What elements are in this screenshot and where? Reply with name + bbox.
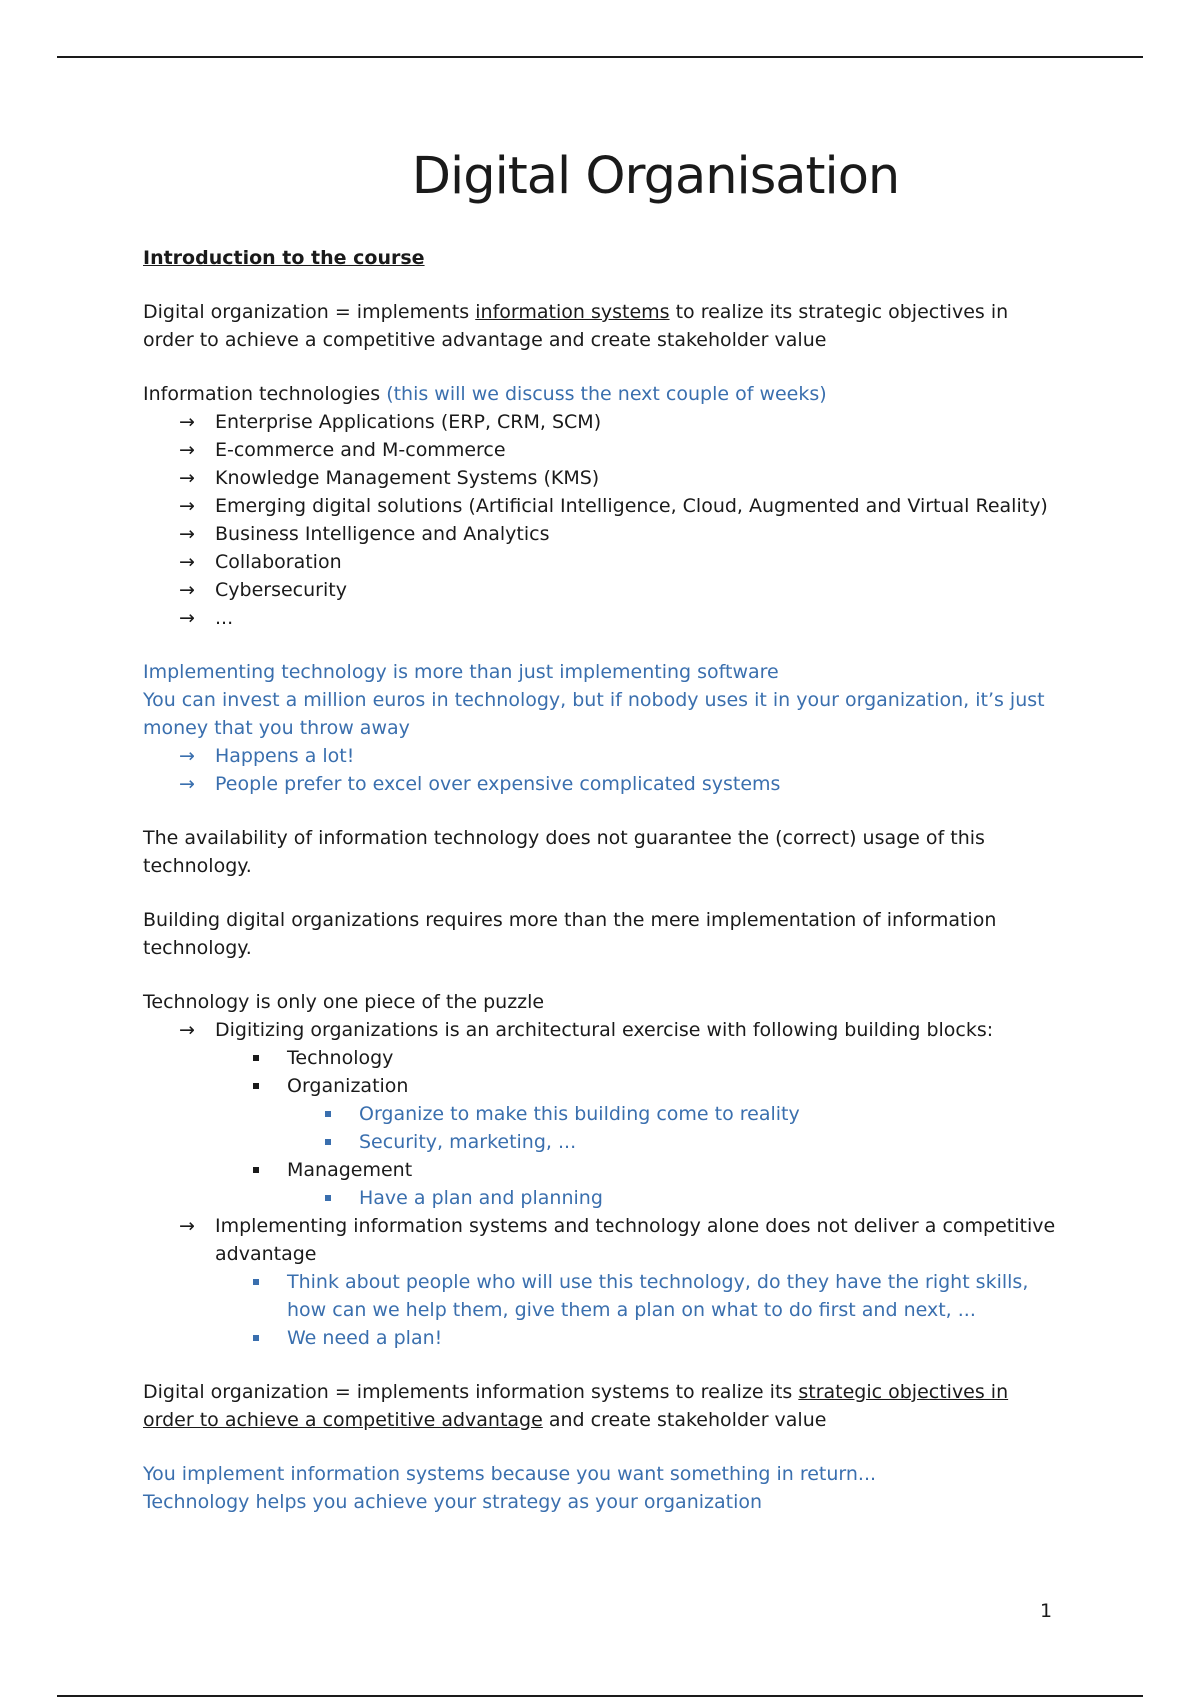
bullet-item: Management xyxy=(143,1156,1058,1184)
square-bullet-icon xyxy=(325,1111,331,1117)
availability-paragraph: The availability of information technology does not guarantee the (correct) usage of this technology. xyxy=(143,827,985,877)
implementing-line-1: Implementing technology is more than just implementing software xyxy=(143,661,779,683)
bullet-item: We need a plan! xyxy=(143,1324,1058,1352)
list-item: → Enterprise Applications (ERP, CRM, SCM) xyxy=(143,408,1058,436)
definition-paragraph-2: Digital organization = implements information systems to realize its strategic objectives in order to achieve a competitive advantage and create stakeholder value xyxy=(143,1381,1009,1431)
arrow-icon: → xyxy=(179,523,195,545)
list-item: → Implementing information systems and technology alone does not deliver a competitive advantage xyxy=(143,1212,1058,1268)
list-item: → Happens a lot! xyxy=(143,742,1058,770)
implementing-list xyxy=(143,742,1058,798)
list-item: → Business Intelligence and Analytics xyxy=(143,520,1058,548)
list-item: → E-commerce and M-commerce xyxy=(143,436,1058,464)
square-bullet-icon xyxy=(253,1335,259,1341)
info-tech-list xyxy=(143,408,1058,632)
list-item: → Knowledge Management Systems (KMS) xyxy=(143,464,1058,492)
list-item: → Collaboration xyxy=(143,548,1058,576)
arrow-icon: → xyxy=(179,1019,195,1041)
list-item: → Emerging digital solutions (Artificial Intelligence, Cloud, Augmented and Virtual Reality) xyxy=(143,492,1058,520)
top-rule xyxy=(57,56,1143,58)
arrow-icon: → xyxy=(179,745,195,767)
arrow-icon: → xyxy=(179,607,195,629)
closing-line-2: Technology helps you achieve your strategy as your organization xyxy=(143,1491,763,1513)
closing-line-1: You implement information systems because you want something in return... xyxy=(143,1463,877,1485)
arrow-icon: → xyxy=(179,467,195,489)
bottom-rule xyxy=(57,1695,1143,1697)
arrow-icon: → xyxy=(179,439,195,461)
square-bullet-icon xyxy=(253,1055,259,1061)
bullet-item: Think about people who will use this technology, do they have the right skills, how can we help them, give them a plan on what to do first and next, ... xyxy=(143,1268,1058,1324)
square-bullet-icon xyxy=(253,1279,259,1285)
implementing-line-2: You can invest a million euros in technology, but if nobody uses it in your organization, it’s just money that you throw away xyxy=(143,689,1045,739)
square-bullet-icon xyxy=(253,1083,259,1089)
square-bullet-icon xyxy=(325,1195,331,1201)
list-item: → Digitizing organizations is an architectural exercise with following building blocks: xyxy=(143,1016,1058,1044)
section-heading: Introduction to the course xyxy=(143,247,425,269)
square-bullet-icon xyxy=(325,1139,331,1145)
sub-bullet-item: Organize to make this building come to reality xyxy=(143,1100,1058,1128)
arrow-icon: → xyxy=(179,495,195,517)
document-body xyxy=(143,140,1058,1516)
bullet-item: Organization xyxy=(143,1072,1058,1100)
bullet-item: Technology xyxy=(143,1044,1058,1072)
building-paragraph: Building digital organizations requires more than the mere implementation of information technology. xyxy=(143,909,997,959)
list-item: → ... xyxy=(143,604,1058,632)
square-bullet-icon xyxy=(253,1167,259,1173)
definition-paragraph-1: Digital organization = implements information systems to realize its strategic objectives in order to achieve a competitive advantage and create stakeholder value xyxy=(143,301,1009,351)
arrow-icon: → xyxy=(179,411,195,433)
page-number: 1 xyxy=(1040,1600,1053,1622)
puzzle-intro: Technology is only one piece of the puzzle xyxy=(143,991,545,1013)
arrow-icon: → xyxy=(179,579,195,601)
list-item: → People prefer to excel over expensive complicated systems xyxy=(143,770,1058,798)
sub-bullet-item: Have a plan and planning xyxy=(143,1184,1058,1212)
arrow-icon: → xyxy=(179,551,195,573)
info-tech-intro: Information technologies (this will we discuss the next couple of weeks) xyxy=(143,383,827,405)
arrow-icon: → xyxy=(179,1215,195,1237)
list-item: → Cybersecurity xyxy=(143,576,1058,604)
page-title: Digital Organisation xyxy=(411,147,900,206)
sub-bullet-item: Security, marketing, ... xyxy=(143,1128,1058,1156)
arrow-icon: → xyxy=(179,773,195,795)
